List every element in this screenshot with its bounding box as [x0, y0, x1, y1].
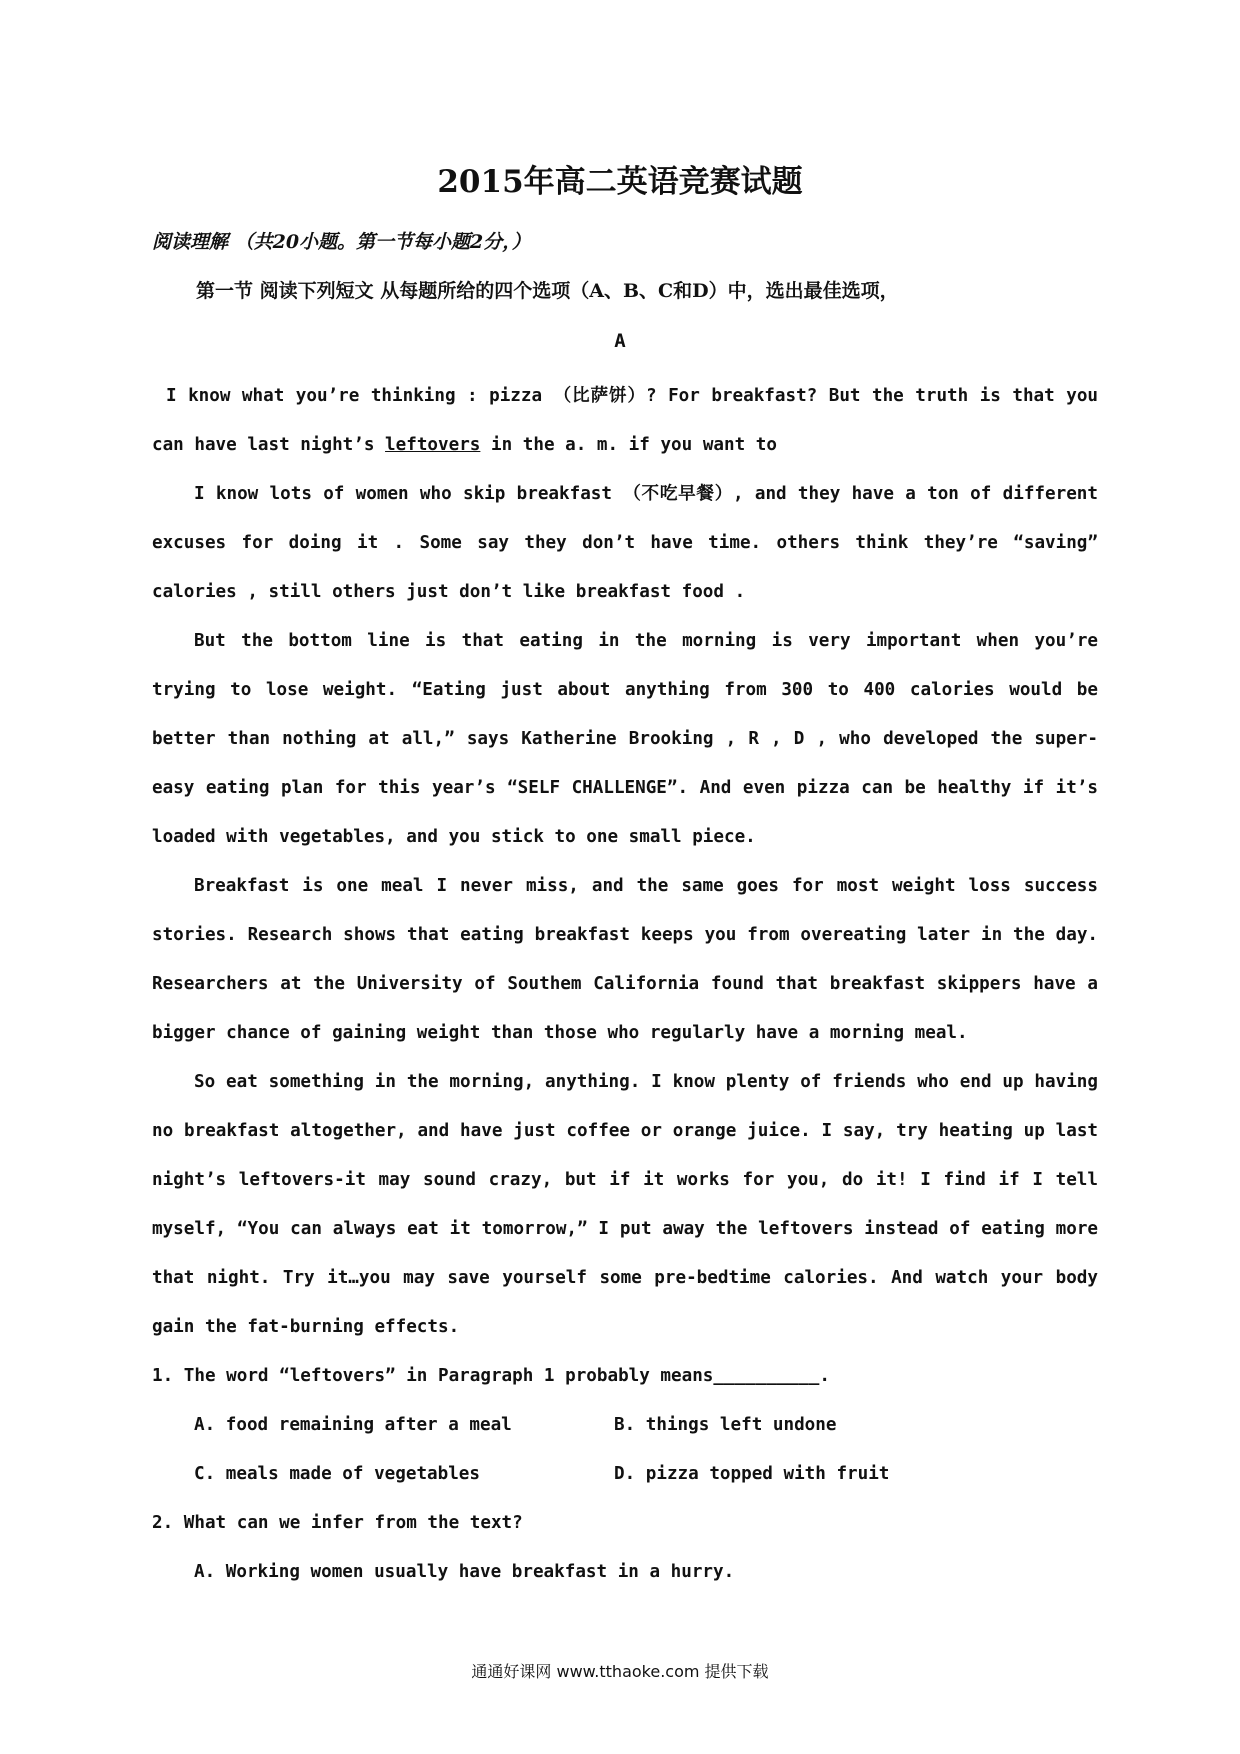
question-2-stem: 2. What can we infer from the text? — [152, 1513, 523, 1533]
paragraph-1-text-end: in the a. m. if you want to — [480, 435, 777, 455]
passage-paragraph-5: So eat something in the morning, anything. I know plenty of friends who end up having no breakfast altogether, and have just coffee or orange juice. I say, try heating up last night’s leftovers-it may sound crazy, but if it works for you, do it! I find if I tell myself, “You can always eat it tomorrow,” I put away the leftovers instead of eating more that night. Try it…you may save yourself some pre-bedtime calories. And watch your body gain the fat-burning effects. — [152, 1072, 1098, 1337]
question-list — [152, 1352, 1098, 1597]
underlined-word-leftovers: leftovers — [385, 435, 481, 455]
section-heading: 阅读理解 （共20小题。第一节每小题2分，） — [152, 231, 531, 253]
passage-paragraph-2: I know lots of women who skip breakfast （不吃早餐）, and they have a ton of different excuses for doing it . Some say they don’t have time. others think they’re “saving” calories , still others just don’t like breakfast food . — [152, 484, 1098, 602]
question-2-options-row-1 — [152, 1548, 1098, 1597]
reading-passage — [152, 372, 1098, 1352]
passage-paragraph-4: Breakfast is one meal I never miss, and the same goes for most weight loss success stories. Research shows that eating breakfast keeps you from overeating later in the day. Researchers at the University of Southem California found that breakfast skippers have a bigger chance of gaining weight than those who regularly have a morning meal. — [152, 876, 1098, 1043]
page-title: 2015年高二英语竞赛试题 — [437, 164, 803, 200]
paragraph-1-text-start: I know what you’re thinking : pizza （比萨饼）? For breakfast? But the truth is that you can have last night’s — [152, 386, 1098, 455]
question-1-stem: 1. The word “leftovers” in Paragraph 1 probably means__________. — [152, 1366, 830, 1386]
part-instruction: 第一节 阅读下列短文 从每题所给的四个选项（A、B、C和D）中，选出最佳选项， — [196, 280, 899, 302]
passage-paragraph-1 — [152, 372, 1098, 470]
page-footer: 通通好课网 www.tthaoke.com 提供下载 — [471, 1662, 769, 1681]
passage-paragraph-3: But the bottom line is that eating in the morning is very important when you’re trying to lose weight. “Eating just about anything from 300 to 400 calories would be better than nothing at all,” says Katherine Brooking , R , D , who developed the super-easy eating plan for this year’s “SELF CHALLENGE”. And even pizza can be healthy if it’s loaded with vegetables, and you stick to one small piece. — [152, 631, 1098, 847]
question-1-options-row-1 — [152, 1401, 1098, 1450]
question-1-option-d: D. pizza topped with fruit — [614, 1464, 890, 1484]
question-2-option-a: A. Working women usually have breakfast in a hurry. — [194, 1562, 735, 1582]
passage-label: A — [614, 330, 626, 352]
question-1-option-c: C. meals made of vegetables — [194, 1464, 480, 1484]
question-1-option-a: A. food remaining after a meal — [194, 1415, 512, 1435]
question-1-option-b: B. things left undone — [614, 1415, 837, 1435]
question-1-options-row-2 — [152, 1450, 1098, 1499]
